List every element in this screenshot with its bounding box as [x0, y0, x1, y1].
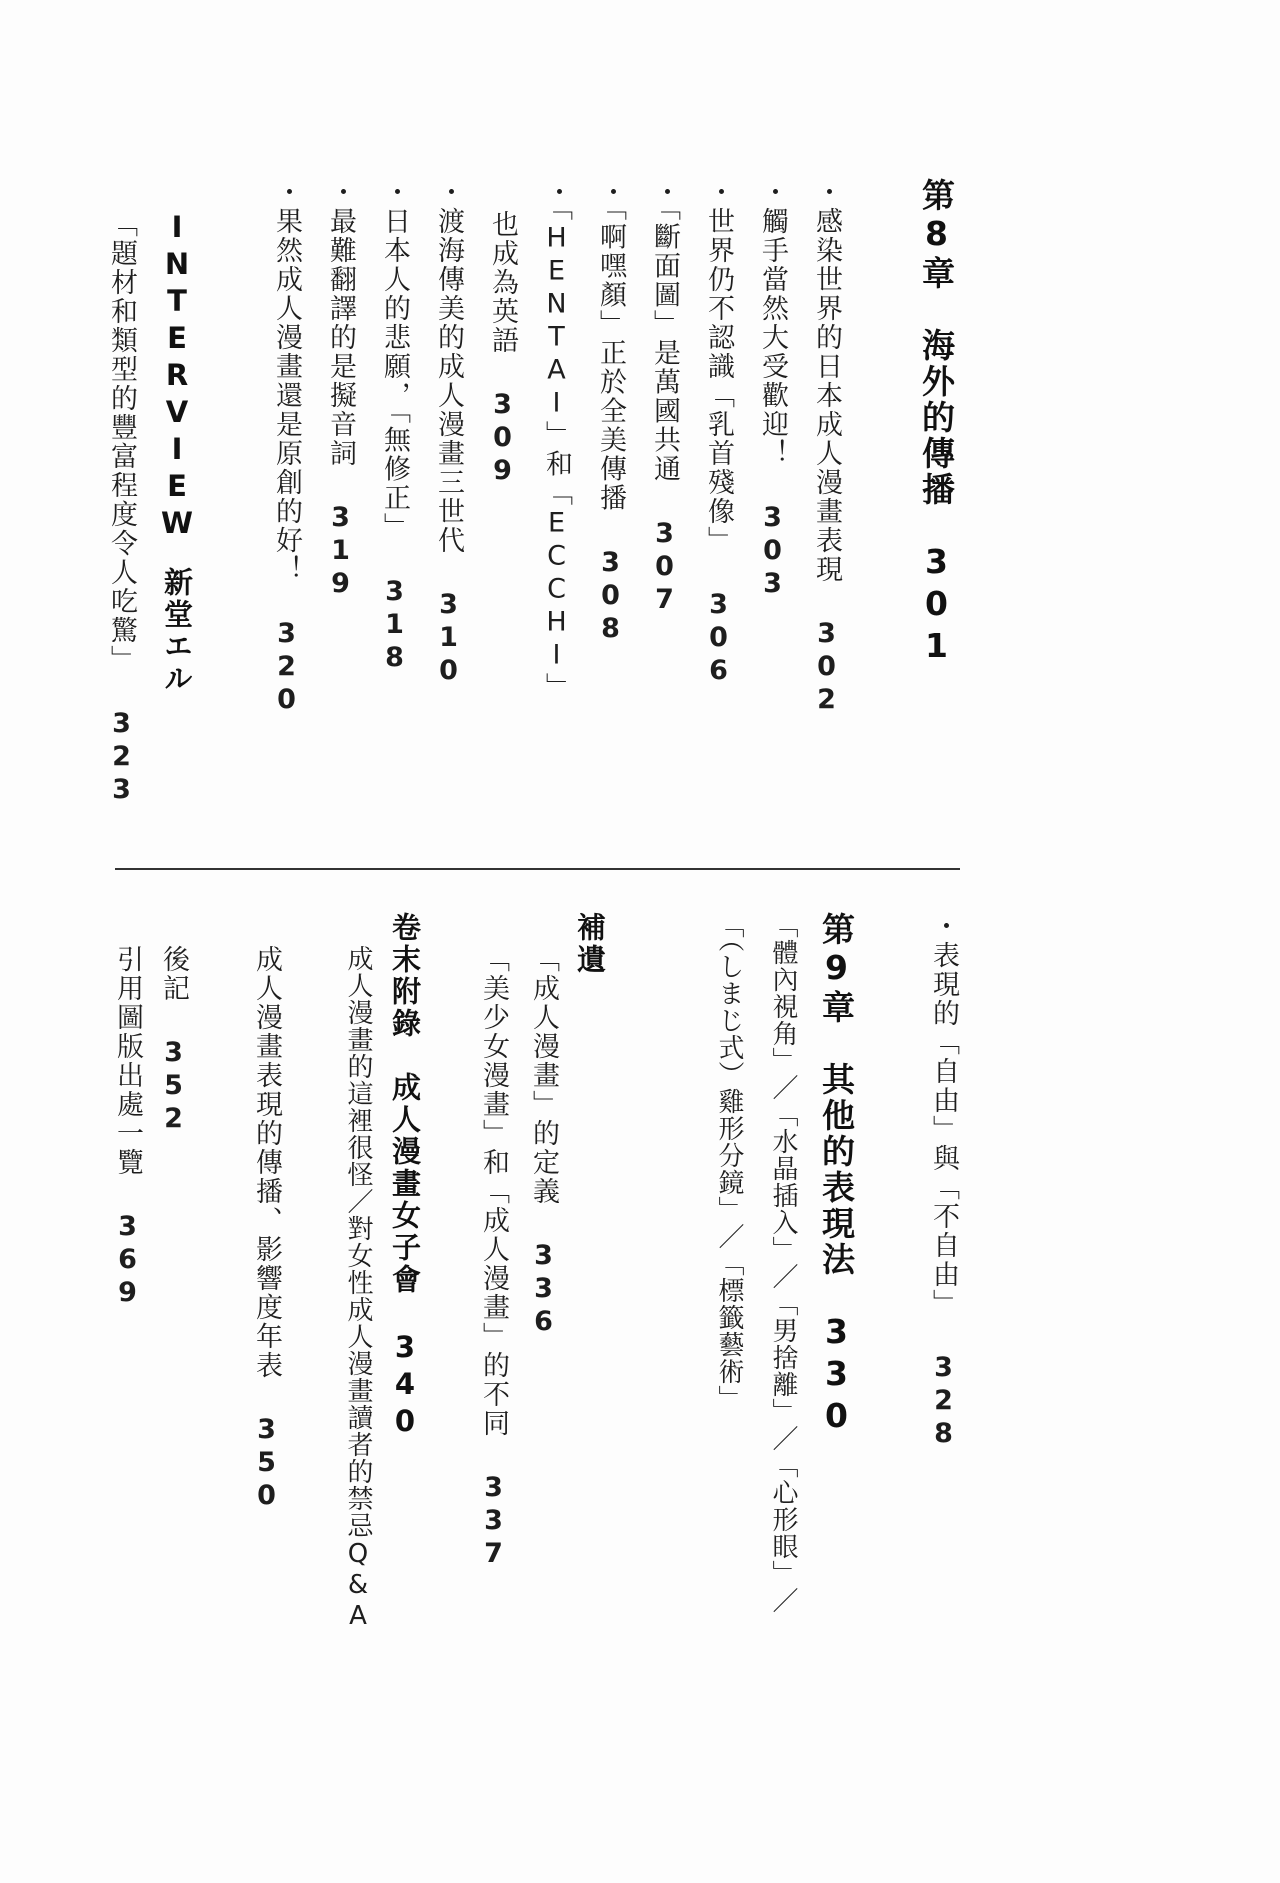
toc-item-page: 308 — [595, 546, 626, 646]
toc-item-text: 「題材和類型的豐富程度令人吃驚」 — [106, 210, 137, 674]
chapter9-heading — [817, 912, 856, 1438]
appendix-title: 卷末附錄 成人漫畫女子會 — [388, 912, 422, 1296]
chapter8-heading — [917, 178, 956, 668]
toc-item-text: ・果然成人漫畫還是原創的好！ — [271, 178, 302, 584]
toc-item-page: 350 — [251, 1414, 282, 1513]
toc-item — [327, 178, 354, 601]
toc-item — [480, 945, 507, 1571]
interview-name: 新堂エル — [160, 567, 194, 695]
toc-item — [543, 178, 570, 702]
toc-item-continued — [489, 210, 516, 488]
toc-item — [651, 178, 678, 617]
toc-item — [759, 178, 786, 601]
toc-item-text: 後記 — [158, 945, 189, 1003]
toc-item-text: ・「啊嘿顏」正於全美傳播 — [595, 178, 626, 513]
toc-item-text: 「（しまじ式）雞形分鏡」／「標籤藝術」 — [714, 912, 744, 1412]
toc-item-page: 336 — [528, 1240, 559, 1339]
toc-item — [813, 178, 840, 717]
toc-item-text: ・「HENTAI」和「ECCHI」 — [541, 178, 572, 702]
toc-item-text: ・感染世界的日本成人漫畫表現 — [811, 178, 842, 584]
toc-item-text: 成人漫畫表現的傳播、影響度年表 — [251, 945, 282, 1380]
toc-item-page: 302 — [811, 618, 842, 717]
toc-item-text: ・觸手當然大受歡迎！ — [757, 178, 788, 468]
appendix-topics — [345, 945, 371, 1632]
toc-item-text: 「美少女漫畫」和「成人漫畫」的不同 — [478, 945, 509, 1438]
toc-item-text: ・日本人的悲願，「無修正」 — [379, 178, 410, 542]
toc-item-page: 369 — [112, 1211, 143, 1310]
toc-item-text: ・最難翻譯的是擬音詞 — [325, 178, 356, 468]
toc-item-page: 337 — [478, 1472, 509, 1571]
toc-item — [435, 178, 462, 688]
toc-item-text: 「成人漫畫」的定義 — [528, 945, 559, 1206]
section-divider — [115, 868, 960, 870]
toc-item-text: ・「斷面圖」是萬國共通 — [649, 178, 680, 484]
toc-item — [253, 945, 280, 1513]
toc-item — [381, 178, 408, 675]
toc-item-page: 307 — [649, 517, 680, 617]
toc-item-page: 318 — [379, 575, 410, 675]
toc-item-page: 309 — [487, 389, 518, 488]
toc-item-text: ・渡海傳美的成人漫畫三世代 — [433, 178, 464, 555]
toc-item — [114, 945, 141, 1310]
toc-item-page: 306 — [703, 589, 734, 688]
appendix-page: 340 — [388, 1330, 422, 1441]
toc-item-text: 成人漫畫的這裡很怪／對女性成人漫畫讀者的禁忌Q&A — [343, 945, 373, 1632]
toc-item-page: 320 — [271, 618, 302, 717]
toc-item — [160, 945, 187, 1136]
toc-item-page: 328 — [928, 1352, 959, 1451]
chapter9-topics-line1 — [770, 912, 796, 1614]
toc-item-page: 352 — [158, 1037, 189, 1136]
interview-heading — [160, 210, 194, 695]
toc-item-text: ・世界仍不認識「乳首殘像」 — [703, 178, 734, 555]
interview-label: INTERVIEW — [160, 210, 194, 543]
toc-item-text: 也成為英語 — [487, 210, 518, 355]
toc-item-text: 引用圖版出處一覽 — [112, 945, 143, 1177]
toc-item — [108, 210, 135, 807]
supplement-heading — [573, 912, 607, 976]
toc-item-page: 323 — [106, 708, 137, 807]
toc-item-text: 「體內視角」／「水晶插入」／「男捨離」／「心形眼」／ — [768, 912, 798, 1614]
chapter9-topics-line2 — [716, 912, 742, 1412]
chapter9-title: 第9章 其他的表現法 — [817, 912, 856, 1278]
toc-item — [705, 178, 732, 688]
toc-item-page: 319 — [325, 502, 356, 601]
chapter8-page: 301 — [917, 542, 956, 668]
supplement-title: 補遺 — [573, 912, 607, 976]
toc-item — [530, 945, 557, 1339]
toc-item-text: ・表現的「自由」與「不自由」 — [928, 912, 959, 1318]
toc-item — [273, 178, 300, 717]
appendix-heading — [388, 912, 422, 1441]
chapter9-page: 330 — [817, 1312, 856, 1438]
toc-item — [930, 912, 957, 1451]
toc-item-page: 303 — [757, 502, 788, 601]
toc-item — [597, 178, 624, 646]
chapter8-title: 第8章 海外的傳播 — [917, 178, 956, 508]
toc-item-page: 310 — [433, 589, 464, 688]
